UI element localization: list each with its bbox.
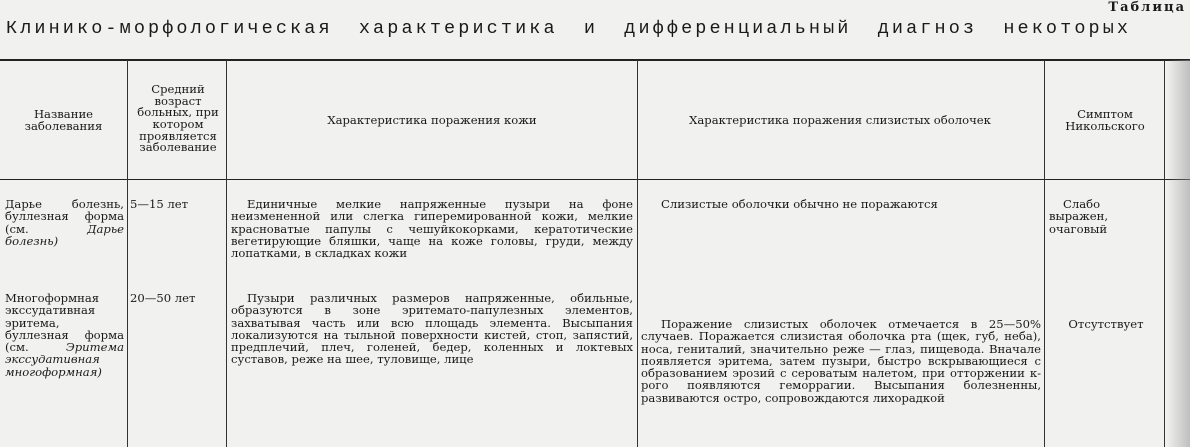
table-label: Таблица [1108, 0, 1186, 15]
header-mucosa-lesion: Характеристика поражения слизистых оболочек [689, 112, 991, 127]
column-divider [1044, 60, 1045, 447]
header-average-age: Средний возраст больных, при котором проявляется заболевание [137, 82, 219, 155]
row1-disease-ref: Дарье болезнь) [5, 221, 124, 248]
row1-skin: Единичные мелкие напряженные пузыри на фоне неизмененной или слегка гиперемированной кожи, мелкие красноватые папулы с чешуйкокорками, кератотические вегетирующие бляшки, чаще на коже головы, груди, между лопатками, в складках кожи [231, 197, 633, 261]
column-divider [226, 60, 227, 447]
row2-nikolsky: Отсутствует [1068, 317, 1144, 331]
column-divider [1164, 60, 1165, 447]
row1-disease-name-text: Дарье болезнь, буллезная форма (см. [5, 197, 124, 236]
column-divider [637, 60, 638, 447]
table-title: Клинико-морфологическая характеристика и дифференциальный диагноз некоторых [6, 18, 1132, 39]
header-bottom-rule [0, 179, 1190, 180]
row2-skin: Пузыри различных размеров напряженные, обильные, образуются в зоне эритемато-папулезных элементов, захватывая часть или всю площадь элемента. Высыпания локализуются на тыльной поверхности кистей, стоп, запястий, предплечий, плеч, голеней, бедер, коленных и локтевых суставов, реже на шее, туловище, лице [231, 291, 633, 367]
row2-mucosa: Поражение слизистых оболочек отмечается в 25—50% случаев. Поражается слизистая оболочка рта (щек, губ, неба), носа, гениталий, значительно реже — глаз, пищевода. Вначале появляется эритема, затем пузыри, быстро вскрывающиеся с образованием эрозий с сероватым налетом, при отторжении к-рого появляются геморрагии. Высыпания болезненны, развиваются остро, сопровождаются лихорадкой [641, 317, 1041, 405]
header-nikolsky-sign: Симптом Никольского [1065, 106, 1145, 133]
row1-mucosa: Слизистые оболочки обычно не поражаются [661, 197, 938, 211]
page-edge-shadow [1166, 60, 1190, 447]
row1-nikolsky: Слабо выражен, очаговый [1049, 197, 1109, 236]
column-divider [127, 60, 128, 447]
row2-age: 20—50 лет [130, 291, 196, 305]
row1-age: 5—15 лет [130, 197, 189, 211]
header-disease-name: Название заболевания [24, 106, 103, 133]
row2-disease-name-text: Многоформная экссудативная эритема, буллезная форма (см. [5, 291, 124, 355]
row2-disease-ref: Эритема экссудативная многоформная) [5, 340, 124, 379]
header-skin-lesion: Характеристика поражения кожи [327, 112, 537, 127]
row1-disease-name [5, 198, 124, 247]
row2-disease-name [5, 292, 124, 378]
